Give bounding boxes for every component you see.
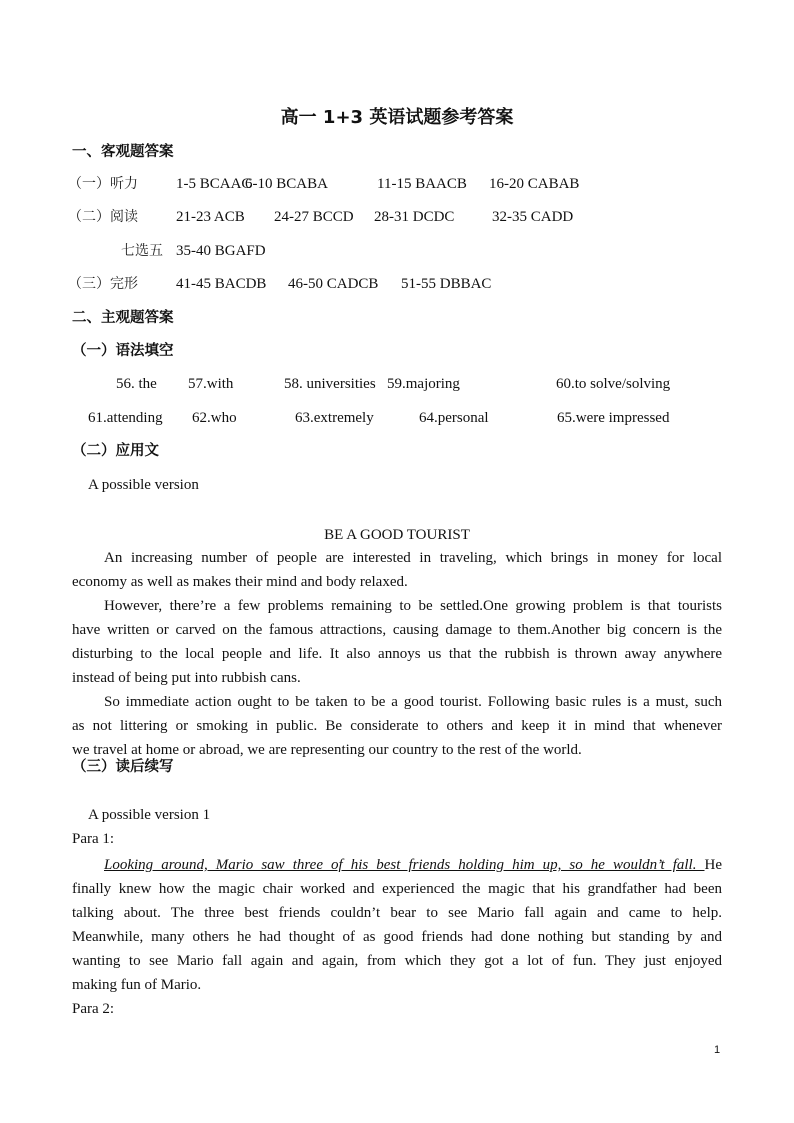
answer-group: 28-31 DCDC bbox=[374, 209, 455, 225]
answer-group: 41-45 BACDB bbox=[176, 276, 267, 292]
answer-group: 35-40 BGAFD bbox=[176, 243, 266, 259]
essay-title: BE A GOOD TOURIST bbox=[324, 527, 470, 543]
writing-intro: A possible version bbox=[88, 477, 199, 493]
text-line: However, there’re a few problems remaining to be settled.One growing problem is that tourists bbox=[104, 598, 722, 614]
text-line: we travel at home or abroad, we are representing our country to the rest of the world. bbox=[72, 742, 582, 758]
text-line: wanting to see Mario fall again and again, from which they got a lot of fun. They just enjoyed bbox=[72, 953, 722, 969]
text-line: have written or carved on the famous attractions, causing damage to them.Another big concern is the bbox=[72, 622, 722, 638]
answer-group: 51-55 DBBAC bbox=[401, 276, 492, 292]
cloze-label: （三）完形 bbox=[68, 276, 138, 292]
text-line: finally knew how the magic chair worked and experienced the magic that his grandfather had been bbox=[72, 881, 722, 897]
text-line: So immediate action ought to be taken to be a good tourist. Following basic rules is a must, such bbox=[104, 694, 722, 710]
continuation-intro: A possible version 1 bbox=[88, 807, 211, 823]
answer-group: 24-27 BCCD bbox=[274, 209, 354, 225]
writing-heading: （二）应用文 bbox=[72, 443, 159, 459]
text-line: talking about. The three best friends couldn’t bear to see Mario fall again and came to help. bbox=[72, 905, 722, 921]
grammar-answer: 57.with bbox=[188, 376, 234, 392]
grammar-answer: 61.attending bbox=[88, 410, 163, 426]
text-line: economy as well as makes their mind and body relaxed. bbox=[72, 574, 408, 590]
answer-group: 11-15 BAACB bbox=[377, 176, 467, 192]
grammar-answer: 59.majoring bbox=[387, 376, 460, 392]
text: He bbox=[704, 857, 722, 873]
page-number: 1 bbox=[714, 1044, 721, 1056]
answer-group: 32-35 CADD bbox=[492, 209, 574, 225]
grammar-answer: 60.to solve/solving bbox=[556, 376, 671, 392]
document-title: 高一 1+3 英语试题参考答案 bbox=[280, 107, 514, 128]
listening-label: （一）听力 bbox=[68, 176, 138, 192]
text-line: disturbing to the local people and life. It also annoys us that the rubbish is thrown away anywhere bbox=[72, 646, 722, 662]
underlined-sentence: Looking around, Mario saw three of his best friends holding him up, so he wouldn’t fall. bbox=[104, 857, 705, 873]
seven-choose-five-label: 七选五 bbox=[121, 243, 163, 259]
text-line: An increasing number of people are interested in traveling, which brings in money for local bbox=[104, 550, 722, 566]
essay-paragraph bbox=[72, 594, 722, 690]
grammar-answer: 63.extremely bbox=[295, 410, 374, 426]
answer-group: 46-50 CADCB bbox=[288, 276, 379, 292]
essay-paragraph bbox=[72, 690, 722, 762]
grammar-answer: 64.personal bbox=[419, 410, 489, 426]
answer-group: 6-10 BCABA bbox=[245, 176, 328, 192]
text-line: instead of being put into rubbish cans. bbox=[72, 670, 301, 686]
reading-label: （二）阅读 bbox=[68, 209, 138, 225]
para2-label: Para 2: bbox=[72, 1001, 115, 1017]
text-line: making fun of Mario. bbox=[72, 977, 202, 993]
text-line: as not littering or smoking in public. Be considerate to others and keep it in mind that whenever bbox=[72, 718, 722, 734]
continuation-heading: （三）读后续写 bbox=[72, 759, 174, 775]
grammar-answer: 62.who bbox=[192, 410, 237, 426]
grammar-heading: （一）语法填空 bbox=[72, 343, 174, 359]
answer-group: 21-23 ACB bbox=[176, 209, 245, 225]
essay-body bbox=[72, 546, 722, 762]
text-line: Meanwhile, many others he had thought of as good friends had done nothing but standing by and bbox=[72, 929, 722, 945]
grammar-answer: 65.were impressed bbox=[557, 410, 670, 426]
grammar-answer: 56. the bbox=[116, 376, 157, 392]
grammar-answer: 58. universities bbox=[284, 376, 376, 392]
answer-group: 1-5 BCAAC bbox=[176, 176, 252, 192]
para1-label: Para 1: bbox=[72, 831, 115, 847]
section-heading-subjective: 二、主观题答案 bbox=[72, 310, 174, 326]
para1-body bbox=[72, 853, 722, 997]
section-heading-objective: 一、客观题答案 bbox=[72, 144, 174, 160]
para1-first-line bbox=[72, 853, 722, 877]
answer-group: 16-20 CABAB bbox=[489, 176, 580, 192]
essay-paragraph bbox=[72, 546, 722, 594]
